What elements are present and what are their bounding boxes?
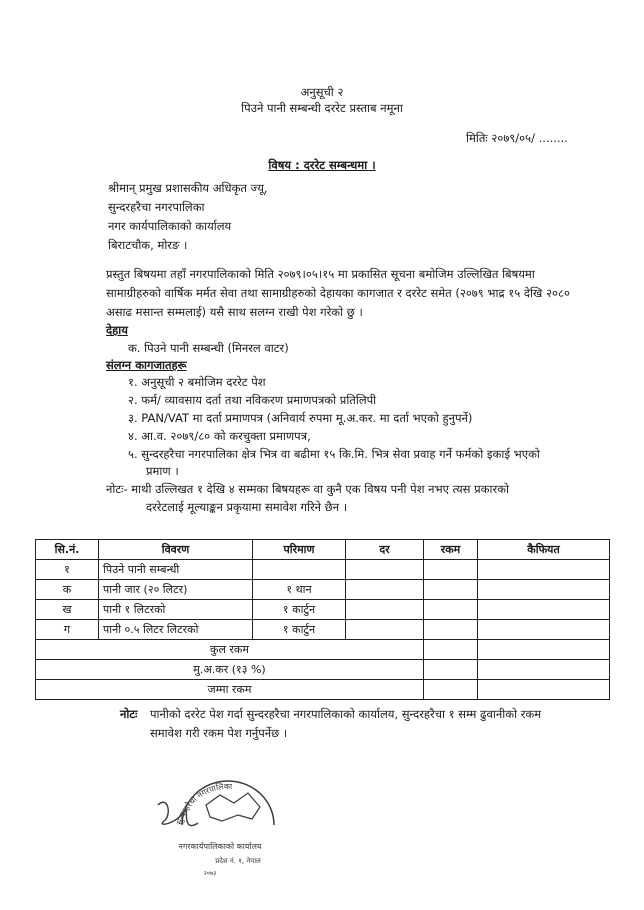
- cell-rate: [346, 600, 424, 620]
- stamp-line: प्रदेश नं. १, नेपाल: [215, 857, 261, 865]
- quotation-table: [35, 539, 610, 700]
- column-header: विवरण: [99, 540, 253, 560]
- attachment-item: ३. PAN/VAT मा दर्ता प्रमाणपत्र (अनिवार्य रुपमा मू.अ.कर. मा दर्ता भएको हुनुपर्ने): [128, 411, 473, 425]
- official-stamp: [150, 765, 300, 885]
- stamp-year: २०७३: [203, 870, 217, 877]
- column-header: दर: [346, 540, 424, 560]
- document-title: पिउने पानी सम्बन्धी दररेट प्रस्ताब नमूना: [241, 101, 403, 115]
- cell-sn: १: [36, 560, 99, 580]
- cell-empty: [424, 560, 478, 580]
- column-header: परिमाण: [253, 540, 346, 560]
- attachment-item: १. अनुसूची २ बमोजिम दररेट पेश: [128, 375, 266, 389]
- table-total-row: [36, 680, 610, 700]
- cell-remarks: [478, 600, 610, 620]
- cell-description: पानी ०.५ लिटर लिटरको: [99, 620, 253, 640]
- table-total-row: [36, 660, 610, 680]
- cell-amount: [424, 640, 478, 660]
- note-line: नोटः- माथी उल्लिखत १ देखि ४ सम्मका बिषयहरू वा कुनै एक विषय पनी पेश नभए त्यस प्रकारको: [106, 482, 509, 496]
- addressee-line: सुन्दरहरैचा नगरपालिका: [108, 200, 205, 214]
- cell-empty: [346, 560, 424, 580]
- annex-label: अनुसूची २: [300, 85, 344, 99]
- total-label: कुल रकम: [36, 640, 424, 660]
- table-row: [36, 620, 610, 640]
- cell-empty: [478, 560, 610, 580]
- cell-description: पानी जार (२० लिटर): [99, 580, 253, 600]
- cell-sn: ख: [36, 600, 99, 620]
- table-row: [36, 600, 610, 620]
- vat-label: मु.अ.कर (१३ %): [36, 660, 424, 680]
- addressee-line: नगर कार्यपालिकाको कार्यालय: [108, 219, 232, 233]
- note2-line: समावेश गरी रकम पेश गर्नुपर्नेछ ।: [150, 726, 288, 740]
- attachment-item: २. फर्म/ व्यावसाय दर्ता तथा नविकरण प्रमाणपत्रको प्रतिलिपी: [128, 393, 377, 407]
- note2-label: नोटः: [120, 707, 138, 721]
- cell-amount: [424, 580, 478, 600]
- cell-sn: ग: [36, 620, 99, 640]
- addressee-line: बिराटचौक, मोरङ ।: [108, 238, 188, 252]
- map-emblem-icon: [206, 793, 260, 821]
- date-line: मितिः २०७९/०५/ ........: [466, 131, 568, 145]
- table-group-row: [36, 560, 610, 580]
- addressee-line: श्रीमान् प्रमुख प्रशासकीय अधिकृत ज्यू,: [108, 181, 268, 195]
- attachments-heading: संलग्न कागजातहरू: [106, 358, 187, 372]
- cell-amount: [424, 600, 478, 620]
- cell-quantity: १ थान: [253, 580, 346, 600]
- stamp-arc-text: सुन्दरहरैचा नगरपालिका: [174, 781, 233, 826]
- subject-line: विषय : दररेट सम्बन्धमा ।: [268, 158, 376, 172]
- column-header: कैफियत: [478, 540, 610, 560]
- note2-line: पानीको दररेट पेश गर्दा सुन्दरहरैचा नगरपालिकाको कार्यालय, सुन्दरहरैचा १ सम्म ढुवानीको रकम: [150, 707, 542, 721]
- stamp-line: नगरकार्यपालिकाको कार्यालय: [178, 842, 262, 851]
- cell-quantity: १ कार्टुन: [253, 620, 346, 640]
- cell-remarks: [478, 580, 610, 600]
- cell-amount: [424, 680, 478, 700]
- dehaya-heading: देहाय: [106, 323, 128, 337]
- attachment-item-continuation: प्रमाण ।: [146, 464, 179, 478]
- cell-quantity: १ कार्टुन: [253, 600, 346, 620]
- column-header: रकम: [424, 540, 478, 560]
- cell-remarks: [478, 640, 610, 660]
- body-paragraph: प्रस्तुत बिषयमा तहाँ नगरपालिकाको मिति २०७९।०५।१५ मा प्रकासित सूचना बमोजिम उल्लिखित बिषयमा सामाग्रीहरुको वार्षिक मर्मत सेवा तथा सामाग्रीहरुको देहायका कागजात र दररेट समेत (२०७९ भाद्र १५ देखि २०८० असाढ मसान्त सम्मलाई) यसै साथ सलग्न राखी पेश गरेको छु ।: [106, 267, 570, 319]
- cell-remarks: [478, 620, 610, 640]
- cell-description: पिउने पानी सम्बन्धी: [99, 560, 253, 580]
- table-total-row: [36, 640, 610, 660]
- cell-rate: [346, 580, 424, 600]
- dehaya-item: क. पिउने पानी सम्बन्धी (मिनरल वाटर): [128, 341, 289, 355]
- note-line: दररेटलाई मूल्याङ्कन प्रकृयामा समावेश गरिने छैन ।: [146, 500, 348, 514]
- cell-description: पानी १ लिटरको: [99, 600, 253, 620]
- cell-sn: क: [36, 580, 99, 600]
- cell-empty: [253, 560, 346, 580]
- cell-rate: [346, 620, 424, 640]
- attachment-item: ५. सुन्दरहरैचा नगरपालिका क्षेत्र भित्र वा बढीमा १५ कि.मि. भित्र सेवा प्रवाह गर्ने फर्मको इकाई भएको: [128, 447, 540, 461]
- attachment-item: ४. आ.व. २०७९/८० को करचुक्ता प्रमाणपत्र,: [128, 429, 311, 443]
- grand-total-label: जम्मा रकम: [36, 680, 424, 700]
- cell-amount: [424, 660, 478, 680]
- cell-remarks: [478, 680, 610, 700]
- cell-amount: [424, 620, 478, 640]
- table-header-row: [36, 540, 610, 560]
- table-row: [36, 580, 610, 600]
- column-header: सि.नं.: [36, 540, 99, 560]
- cell-remarks: [478, 660, 610, 680]
